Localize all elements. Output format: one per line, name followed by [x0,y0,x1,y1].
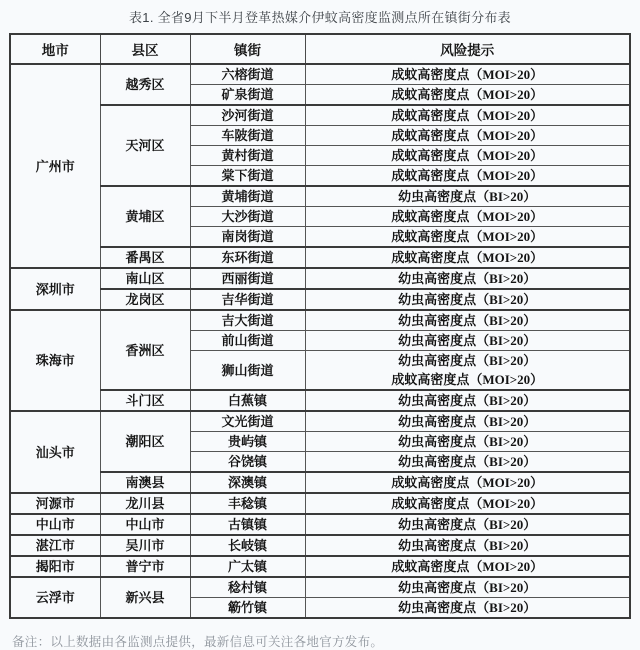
risk-cell [305,166,630,187]
risk-text: 成蚊高密度点（MOI>20） [391,148,544,163]
risk-text: 成蚊高密度点（MOI>20） [391,559,544,574]
table-row [10,64,630,85]
town-cell: 黄埔街道 [190,186,305,207]
risk-text: 成蚊高密度点（MOI>20） [391,250,544,265]
district-cell: 吴川市 [100,535,190,556]
risk-cell [305,207,630,227]
risk-text: 幼虫高密度点（BI>20） [398,434,537,449]
table-row [10,186,630,207]
district-cell: 南澳县 [100,472,190,493]
risk-cell [305,105,630,126]
town-cell: 狮山街道 [190,351,305,391]
risk-cell [305,390,630,411]
risk-text: 幼虫高密度点（BI>20） [398,333,537,348]
district-cell: 黄埔区 [100,186,190,247]
risk-text: 幼虫高密度点（BI>20） [398,271,537,286]
city-cell: 云浮市 [10,577,100,618]
risk-text: 成蚊高密度点（MOI>20） [391,372,544,387]
header-town: 镇街 [190,34,305,64]
risk-cell [305,556,630,577]
town-cell: 簕竹镇 [190,598,305,619]
city-cell: 广州市 [10,64,100,268]
header-risk: 风险提示 [305,34,630,64]
city-cell: 深圳市 [10,268,100,310]
risk-cell [305,85,630,106]
risk-text: 幼虫高密度点（BI>20） [398,393,537,408]
risk-text: 成蚊高密度点（MOI>20） [391,496,544,511]
table-title: 表1. 全省9月下半月登革热媒介伊蚊高密度监测点所在镇街分布表 [129,10,511,25]
distribution-table [9,33,631,619]
risk-text: 幼虫高密度点（BI>20） [398,538,537,553]
table-row [10,390,630,411]
header-district: 县区 [100,34,190,64]
district-cell: 普宁市 [100,556,190,577]
risk-cell [305,289,630,310]
table-body [10,64,630,618]
town-cell: 古镇镇 [190,514,305,535]
city-cell: 河源市 [10,493,100,514]
risk-cell [305,472,630,493]
table-row [10,493,630,514]
town-cell: 文光街道 [190,411,305,432]
district-cell: 新兴县 [100,577,190,618]
risk-cell [305,598,630,619]
header-row [10,34,630,64]
risk-text: 成蚊高密度点（MOI>20） [391,108,544,123]
town-cell: 吉华街道 [190,289,305,310]
district-cell: 香洲区 [100,310,190,390]
town-cell: 谷饶镇 [190,452,305,473]
risk-cell [305,351,630,391]
risk-text: 成蚊高密度点（MOI>20） [391,128,544,143]
table-row [10,289,630,310]
town-cell: 贵屿镇 [190,432,305,452]
risk-cell [305,146,630,166]
risk-cell [305,186,630,207]
risk-text: 幼虫高密度点（BI>20） [398,313,537,328]
risk-text: 幼虫高密度点（BI>20） [398,580,537,595]
risk-cell [305,64,630,85]
risk-cell [305,331,630,351]
town-cell: 广太镇 [190,556,305,577]
risk-text: 成蚊高密度点（MOI>20） [391,168,544,183]
risk-cell [305,247,630,268]
district-cell: 番禺区 [100,247,190,268]
footnote: 备注：以上数据由各监测点提供，最新信息可关注各地官方发布。 [12,635,384,649]
risk-cell [305,535,630,556]
risk-text: 幼虫高密度点（BI>20） [398,189,537,204]
town-cell: 稔村镇 [190,577,305,598]
district-cell: 龙岗区 [100,289,190,310]
district-cell: 斗门区 [100,390,190,411]
table-row [10,577,630,598]
district-cell: 南山区 [100,268,190,289]
risk-text: 幼虫高密度点（BI>20） [398,353,537,368]
risk-text: 成蚊高密度点（MOI>20） [391,67,544,82]
town-cell: 车陂街道 [190,126,305,146]
risk-text: 幼虫高密度点（BI>20） [398,600,537,615]
risk-cell [305,493,630,514]
risk-text: 幼虫高密度点（BI>20） [398,454,537,469]
district-cell: 潮阳区 [100,411,190,472]
town-cell: 丰稔镇 [190,493,305,514]
risk-text: 幼虫高密度点（BI>20） [398,414,537,429]
risk-text: 成蚊高密度点（MOI>20） [391,209,544,224]
city-cell: 中山市 [10,514,100,535]
town-cell: 黄村街道 [190,146,305,166]
risk-cell [305,411,630,432]
risk-cell [305,126,630,146]
risk-text: 成蚊高密度点（MOI>20） [391,87,544,102]
town-cell: 深澳镇 [190,472,305,493]
city-cell: 珠海市 [10,310,100,411]
town-cell: 吉大街道 [190,310,305,331]
city-cell: 湛江市 [10,535,100,556]
town-cell: 大沙街道 [190,207,305,227]
risk-text: 成蚊高密度点（MOI>20） [391,475,544,490]
district-cell: 天河区 [100,105,190,186]
table-row [10,268,630,289]
risk-cell [305,452,630,473]
risk-cell [305,514,630,535]
town-cell: 白蕉镇 [190,390,305,411]
table-header [10,34,630,64]
table-row [10,310,630,331]
table-row [10,535,630,556]
town-cell: 沙河街道 [190,105,305,126]
header-city: 地市 [10,34,100,64]
city-cell: 汕头市 [10,411,100,493]
town-cell: 前山街道 [190,331,305,351]
town-cell: 棠下街道 [190,166,305,187]
risk-cell [305,432,630,452]
table-row [10,247,630,268]
risk-cell [305,577,630,598]
town-cell: 南岗街道 [190,227,305,248]
risk-text: 幼虫高密度点（BI>20） [398,292,537,307]
town-cell: 西丽街道 [190,268,305,289]
table-row [10,472,630,493]
risk-cell [305,268,630,289]
risk-cell [305,227,630,248]
table-row [10,105,630,126]
risk-text: 成蚊高密度点（MOI>20） [391,229,544,244]
district-cell: 中山市 [100,514,190,535]
town-cell: 六榕街道 [190,64,305,85]
town-cell: 长岐镇 [190,535,305,556]
table-row [10,411,630,432]
district-cell: 龙川县 [100,493,190,514]
town-cell: 东环街道 [190,247,305,268]
risk-text: 幼虫高密度点（BI>20） [398,517,537,532]
table-row [10,514,630,535]
table-row [10,556,630,577]
city-cell: 揭阳市 [10,556,100,577]
town-cell: 矿泉街道 [190,85,305,106]
district-cell: 越秀区 [100,64,190,105]
risk-cell [305,310,630,331]
